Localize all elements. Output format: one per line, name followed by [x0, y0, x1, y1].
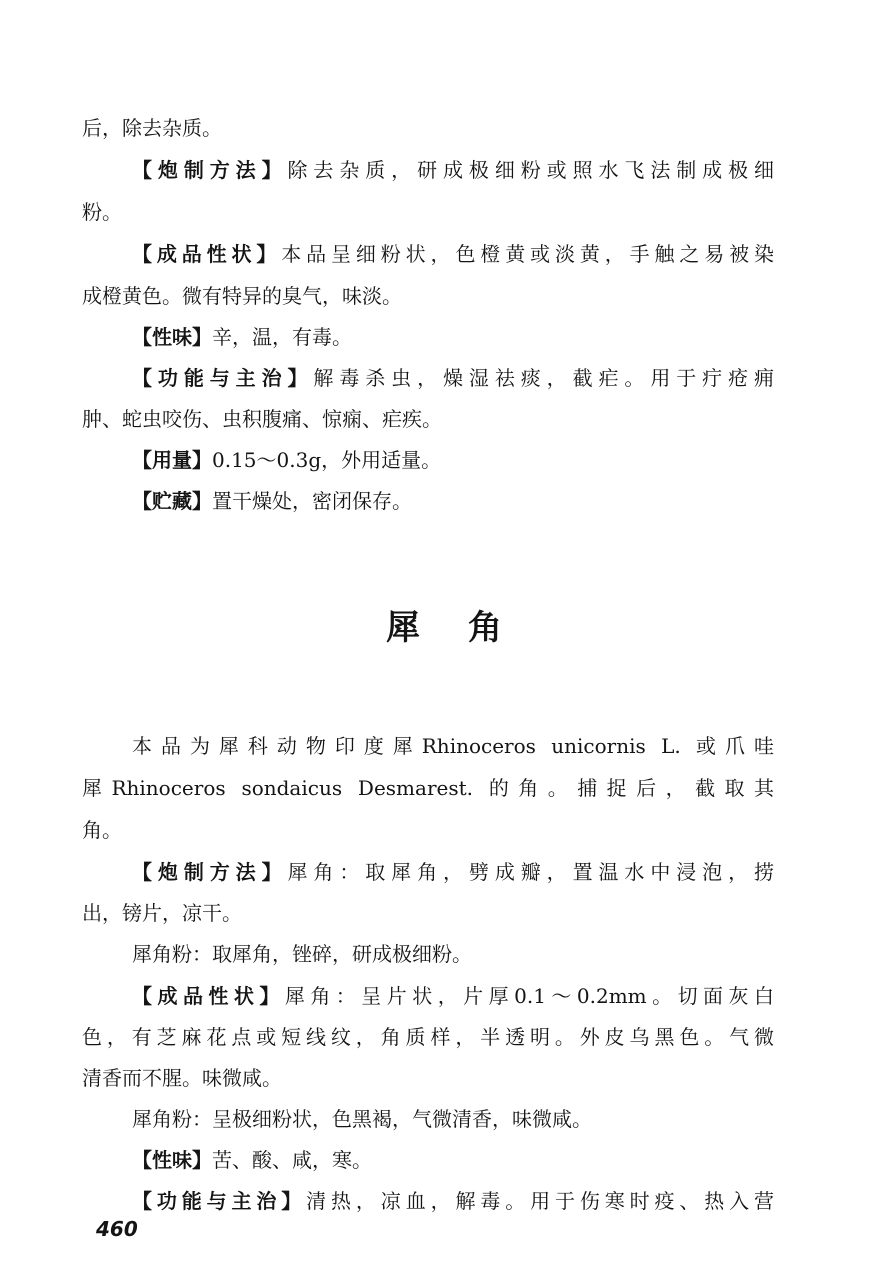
s2-appearance-line-4: 犀角粉：呈极细粉状，色黑褐，气微清香，味微咸。 — [132, 1107, 592, 1131]
appearance-line-1: 【成品性状】本品呈细粉状，色橙黄或淡黄，手触之易被染 — [132, 242, 774, 266]
storage-label: 【贮藏】 — [132, 489, 212, 513]
s2-taste-line: 【性味】苦、酸、咸，寒。 — [132, 1148, 372, 1172]
s2-processing-line-3: 犀角粉：取犀角，锉碎，研成极细粉。 — [132, 942, 472, 966]
s2-processing-line-1: 【炮制方法】犀角：取犀角，劈成瓣，置温水中浸泡，捞 — [132, 860, 774, 884]
s2-processing-line-2: 出，镑片，凉干。 — [82, 901, 242, 925]
s2-appearance-line-2: 色，有芝麻花点或短线纹，角质样，半透明。外皮乌黑色。气微 — [82, 1025, 774, 1049]
s2-taste-label: 【性味】 — [132, 1148, 212, 1172]
s2-appearance-label: 【成品性状】 — [132, 984, 285, 1008]
taste-line: 【性味】辛，温，有毒。 — [132, 325, 352, 349]
appearance-label: 【成品性状】 — [132, 242, 282, 266]
processing-line-1: 【炮制方法】除去杂质，研成极细粉或照水飞法制成极细 — [132, 158, 774, 182]
s2-function-line-1: 【功能与主治】清热，凉血，解毒。用于伤寒时疫、热入营 — [132, 1189, 774, 1213]
storage-line: 【贮藏】置干燥处，密闭保存。 — [132, 489, 412, 513]
page-number: 460 — [96, 1217, 138, 1241]
s2-appearance-line-3: 清香而不腥。味微咸。 — [82, 1066, 282, 1090]
function-label: 【功能与主治】 — [132, 366, 314, 390]
continuation-text: 后，除去杂质。 — [82, 116, 222, 140]
entry-title: 犀角 — [386, 608, 550, 648]
s2-function-label: 【功能与主治】 — [132, 1189, 307, 1213]
taste-label: 【性味】 — [132, 325, 212, 349]
intro-line-1: 本品为犀科动物印度犀Rhinoceros unicornis L. 或爪哇 — [132, 734, 774, 758]
intro-line-2: 犀Rhinoceros sondaicus Desmarest. 的角。捕捉后，截取其 — [82, 776, 774, 800]
s2-appearance-line-1: 【成品性状】犀角：呈片状，片厚0.1～0.2mm。切面灰白 — [132, 984, 774, 1008]
dosage-label: 【用量】 — [132, 448, 212, 472]
appearance-line-2: 成橙黄色。微有特异的臭气，味淡。 — [82, 284, 402, 308]
processing-label: 【炮制方法】 — [132, 158, 288, 182]
dosage-line: 【用量】0.15～0.3g，外用适量。 — [132, 448, 442, 472]
intro-line-3: 角。 — [82, 818, 122, 842]
function-line-2: 肿、蛇虫咬伤、虫积腹痛、惊痫、疟疾。 — [82, 407, 442, 431]
processing-line-2: 粉。 — [82, 200, 122, 224]
function-line-1: 【功能与主治】解毒杀虫，燥湿祛痰，截疟。用于疔疮痈 — [132, 366, 774, 390]
s2-processing-label: 【炮制方法】 — [132, 860, 288, 884]
